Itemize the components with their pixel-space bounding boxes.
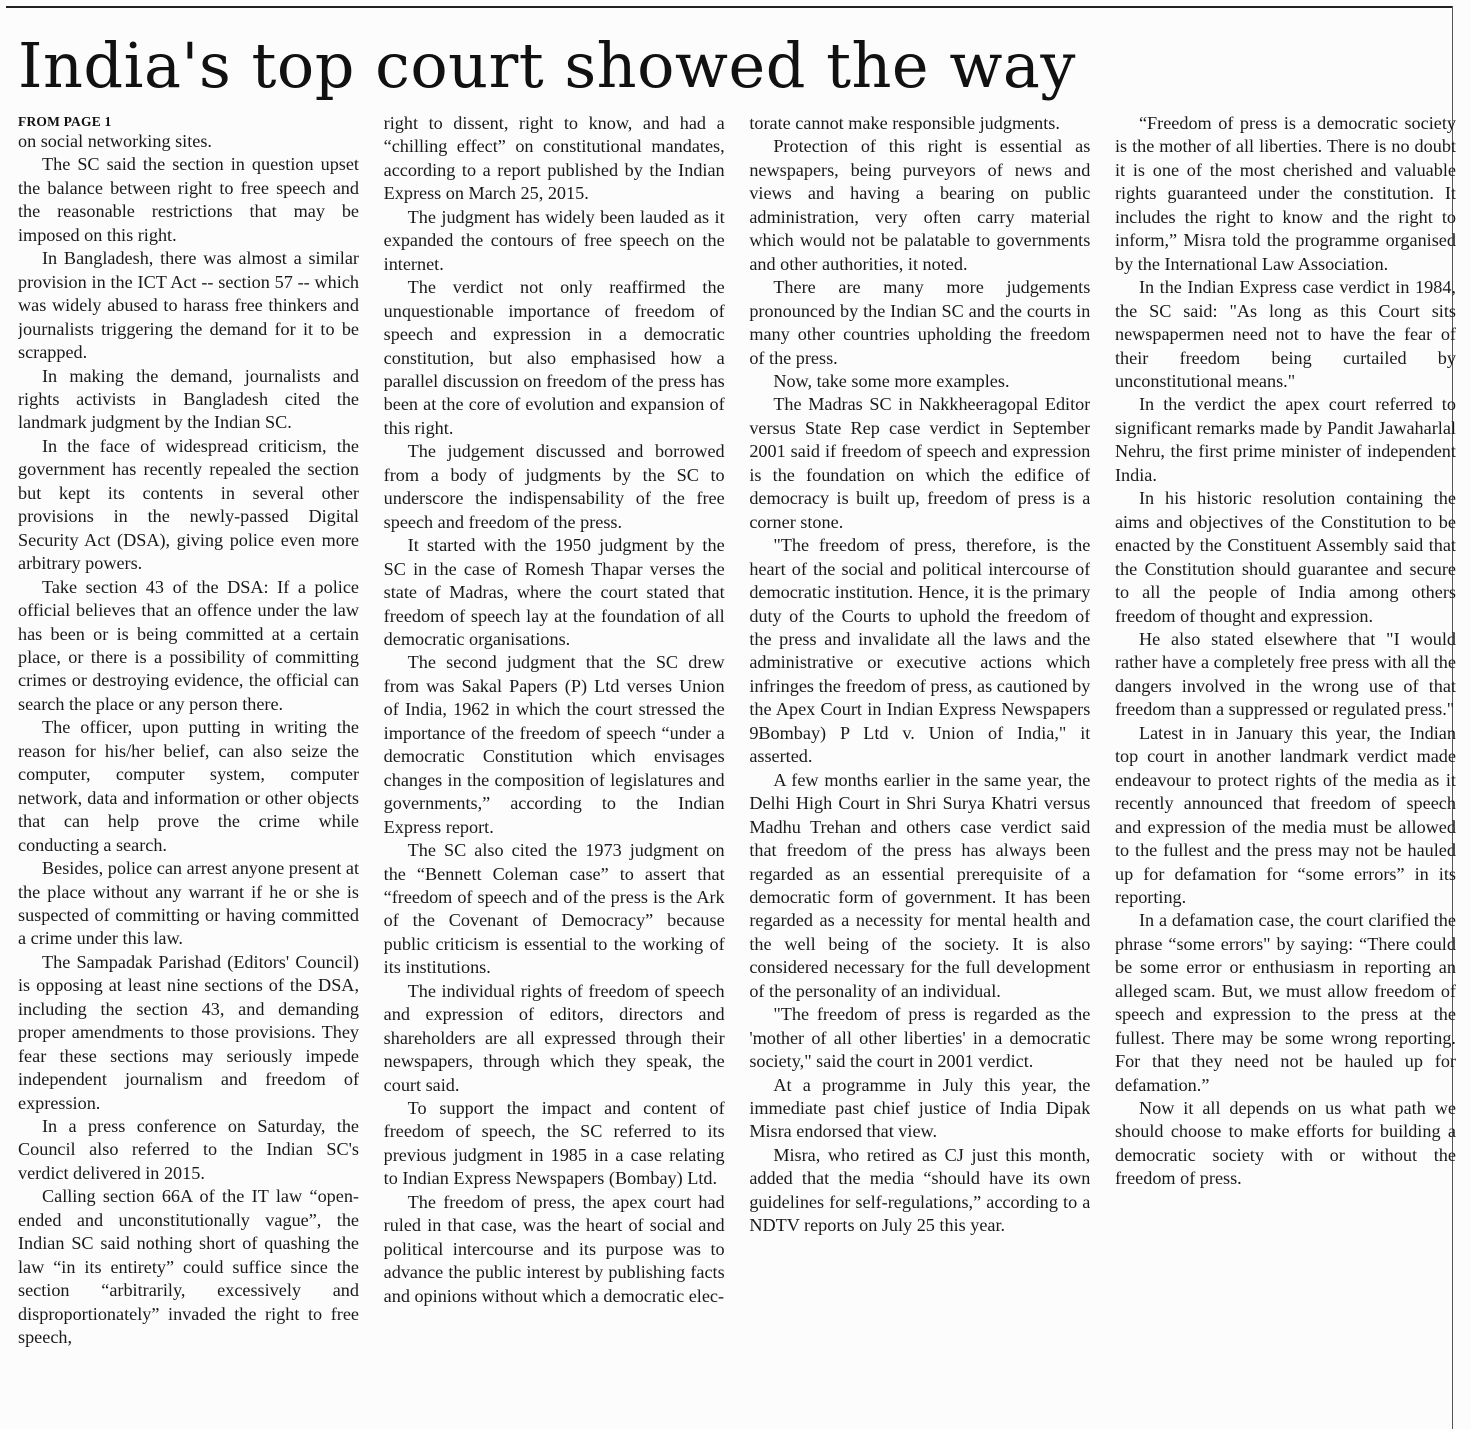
paragraph: on social networking sites. [18, 131, 212, 151]
column-3 [749, 112, 1090, 1424]
paragraph: The Madras SC in Nakkheeragopal Editor versus State Rep case verdict in September 2001 said if freedom of speech and expression is the foundation on which the edifice of democracy is built up, freedom of press is a corner stone. [749, 394, 1091, 532]
paragraph: The freedom of press, the apex court had ruled in that case, was the heart of social and political intercourse and its purpose was to advance the public interest by publishing facts and opinions without which a democratic elec- [383, 1191, 725, 1306]
paragraph: torate cannot make responsible judgments. [749, 113, 1060, 133]
paragraph: In Bangladesh, there was almost a similar provision in the ICT Act -- section 57 -- which was widely abused to harass free thinkers and journalists triggering the demand for it to be scrapped. [18, 248, 359, 363]
paragraph: The SC said the section in question upset the balance between right to free speech and the reasonable restrictions that may be imposed on this right. [18, 154, 359, 245]
column-4 [1115, 112, 1456, 1424]
paragraph: In the verdict the apex court referred to significant remarks made by Pandit Jawaharlal Nehru, the first prime minister of independent India. [1114, 394, 1456, 485]
column-1 [18, 112, 359, 1424]
paragraph: There are many more judgements pronounced by the Indian SC and the courts in many other countries upholding the freedom of the press. [749, 277, 1091, 368]
paragraph: Take section 43 of the DSA: If a police official believes that an offence under the law has been or is being committed at a certain place, or there is a possibility of committing crimes or destroying evidence, the official can search the place or any person there. [18, 576, 359, 714]
paragraph: In making the demand, journalists and rights activists in Bangladesh cited the landmark judgment by the Indian SC. [18, 365, 359, 433]
paragraph: At a programme in July this year, the immediate past chief justice of India Dipak Misra endorsed that view. [749, 1074, 1091, 1142]
paragraph: The judgment has widely been lauded as it expanded the contours of free speech on the internet. [383, 206, 725, 274]
paragraph: The SC also cited the 1973 judgment on the “Bennett Coleman case” to assert that “freedom of speech and of the press is the Ark of the Covenant of Democracy” because public criticism is essential to the working of its institutions. [383, 840, 725, 978]
top-rule [6, 6, 1453, 8]
article-headline: India's top court showed the way [18, 29, 1076, 102]
paragraph: A few months earlier in the same year, the Delhi High Court in Shri Surya Khatri versus Madhu Trehan and others case verdict said that freedom of the press has always been regarded as an essential prerequisite of a democratic form of government. It has been regarded as a necessity for mental health and the well being of the society. It is also considered necessary for the full development of the personality of an individual. [749, 769, 1091, 1001]
paragraph: Misra, who retired as CJ just this month, added that the media “should have its own guidelines for self-regulations,” according to a NDTV reports on July 25 this year. [749, 1144, 1091, 1236]
paragraph: The verdict not only reaffirmed the unquestionable importance of freedom of speech and expression in a democratic constitution, but also emphasised how a parallel discussion on freedom of the press has been at the core of evolution and expansion of this right. [383, 277, 725, 438]
column-2 [384, 112, 725, 1424]
paragraph: Now, take some more examples. [773, 370, 1010, 391]
paragraph: Protection of this right is essential as newspapers, being purveyors of news and views and having a bearing on public administration, very often carry material which would not be palatable to governments and other authorities, it noted. [749, 136, 1091, 274]
paragraph: In a press conference on Saturday, the Council also referred to the Indian SC's verdict delivered in 2015. [18, 1116, 359, 1183]
article-body [18, 112, 1456, 1424]
paragraph: In the Indian Express case verdict in 1984, the SC said: "As long as this Court sits newspapermen need not to have the fear of their freedom being curtailed by unconstitutional means." [1114, 277, 1456, 391]
paragraph: Now it all depends on us what path we should choose to make efforts for building a democratic society with or without the freedom of press. [1114, 1098, 1456, 1189]
continuation-kicker: FROM PAGE 1 [18, 114, 112, 129]
paragraph: Latest in in January this year, the Indian top court in another landmark verdict made endeavour to protect rights of the media as it recently announced that freedom of speech and expression of the media must be allowed to the fullest and the press may not be hauled up for defamation for “some errors” in its reporting. [1114, 722, 1456, 907]
paragraph: "The freedom of press is regarded as the 'mother of all other liberties' in a democratic society," said the court in 2001 verdict. [749, 1004, 1091, 1072]
paragraph: It started with the 1950 judgment by the SC in the case of Romesh Thapar verses the state of Madras, where the court stated that freedom of speech lay at the foundation of all democratic organisations. [383, 535, 725, 649]
paragraph: “Freedom of press is a democratic society is the mother of all liberties. There is no doubt it is one of the most cherished and valuable rights guaranteed under the constitution. It includes the right to know and the right to inform,” Misra told the programme organised by the International Law Association. [1114, 113, 1456, 274]
paragraph: Calling section 66A of the IT law “open-ended and unconstitutionally vague”, the Indian SC said nothing short of quashing the law “in its entirety” could suffice since the section “arbitrarily, excessively and disproportionately” invaded the right to free speech, [18, 1186, 359, 1348]
paragraph: To support the impact and content of freedom of speech, the SC referred to its previous judgment in 1985 in a case relating to Indian Express Newspapers (Bombay) Ltd. [383, 1098, 725, 1189]
paragraph: The Sampadak Parishad (Editors' Council) is opposing at least nine sections of the DSA, including the section 43, and demanding proper amendments to those provisions. They fear these sections may seriously impede independent journalism and freedom of expression. [18, 951, 359, 1113]
paragraph: In his historic resolution containing the aims and objectives of the Constitution to be enacted by the Constituent Assembly said that the Constitution should guarantee and secure to all the people of India among others freedom of thought and expression. [1114, 488, 1456, 626]
paragraph: In a defamation case, the court clarified the phrase “some errors" by saying: “There could be some error or enthusiasm in reporting an alleged scam. But, we must allow freedom of speech and expression to the press at the fullest. There may be some wrong reporting. For that they need not be hauled up for defamation.” [1114, 910, 1456, 1095]
paragraph: "The freedom of press, therefore, is the heart of the social and political intercourse of democratic institution. Hence, it is the primary duty of the Courts to uphold the freedom of the press and invalidate all the laws and the administrative or executive actions which infringes the freedom of press, as cautioned by the Apex Court in Indian Express Newspapers 9Bombay) P Ltd v. Union of India," it asserted. [749, 535, 1091, 767]
paragraph: The officer, upon putting in writing the reason for his/her belief, can also seize the computer, computer system, computer network, data and information or other objects that can help prove the crime while conducting a search. [18, 717, 359, 855]
paragraph: right to dissent, right to know, and had a “chilling effect” on constitutional mandates, according to a report published by the Indian Express on March 25, 2015. [383, 113, 725, 204]
paragraph: The judgement discussed and borrowed from a body of judgments by the SC to underscore the indispensability of the free speech and freedom of the press. [383, 441, 725, 532]
paragraph: The second judgment that the SC drew from was Sakal Papers (P) Ltd verses Union of India, 1962 in which the court stressed the importance of the freedom of speech “under a democratic Constitution which envisages changes in the composition of legislatures and governments,” according to the Indian Express report. [383, 652, 725, 837]
paragraph: The individual rights of freedom of speech and expression of editors, directors and shareholders are all expressed through their newspapers, through which they speak, the court said. [383, 980, 725, 1095]
paragraph: He also stated elsewhere that "I would rather have a completely free press with all the dangers involved in the wrong use of that freedom than a suppressed or regulated press." [1114, 628, 1456, 720]
paragraph: Besides, police can arrest anyone present at the place without any warrant if he or she is suspected of committing or having committed a crime under this law. [18, 858, 359, 949]
paragraph: In the face of widespread criticism, the government has recently repealed the section but kept its contents in several other provisions in the newly-passed Digital Security Act (DSA), giving police even more arbitrary powers. [18, 435, 359, 574]
